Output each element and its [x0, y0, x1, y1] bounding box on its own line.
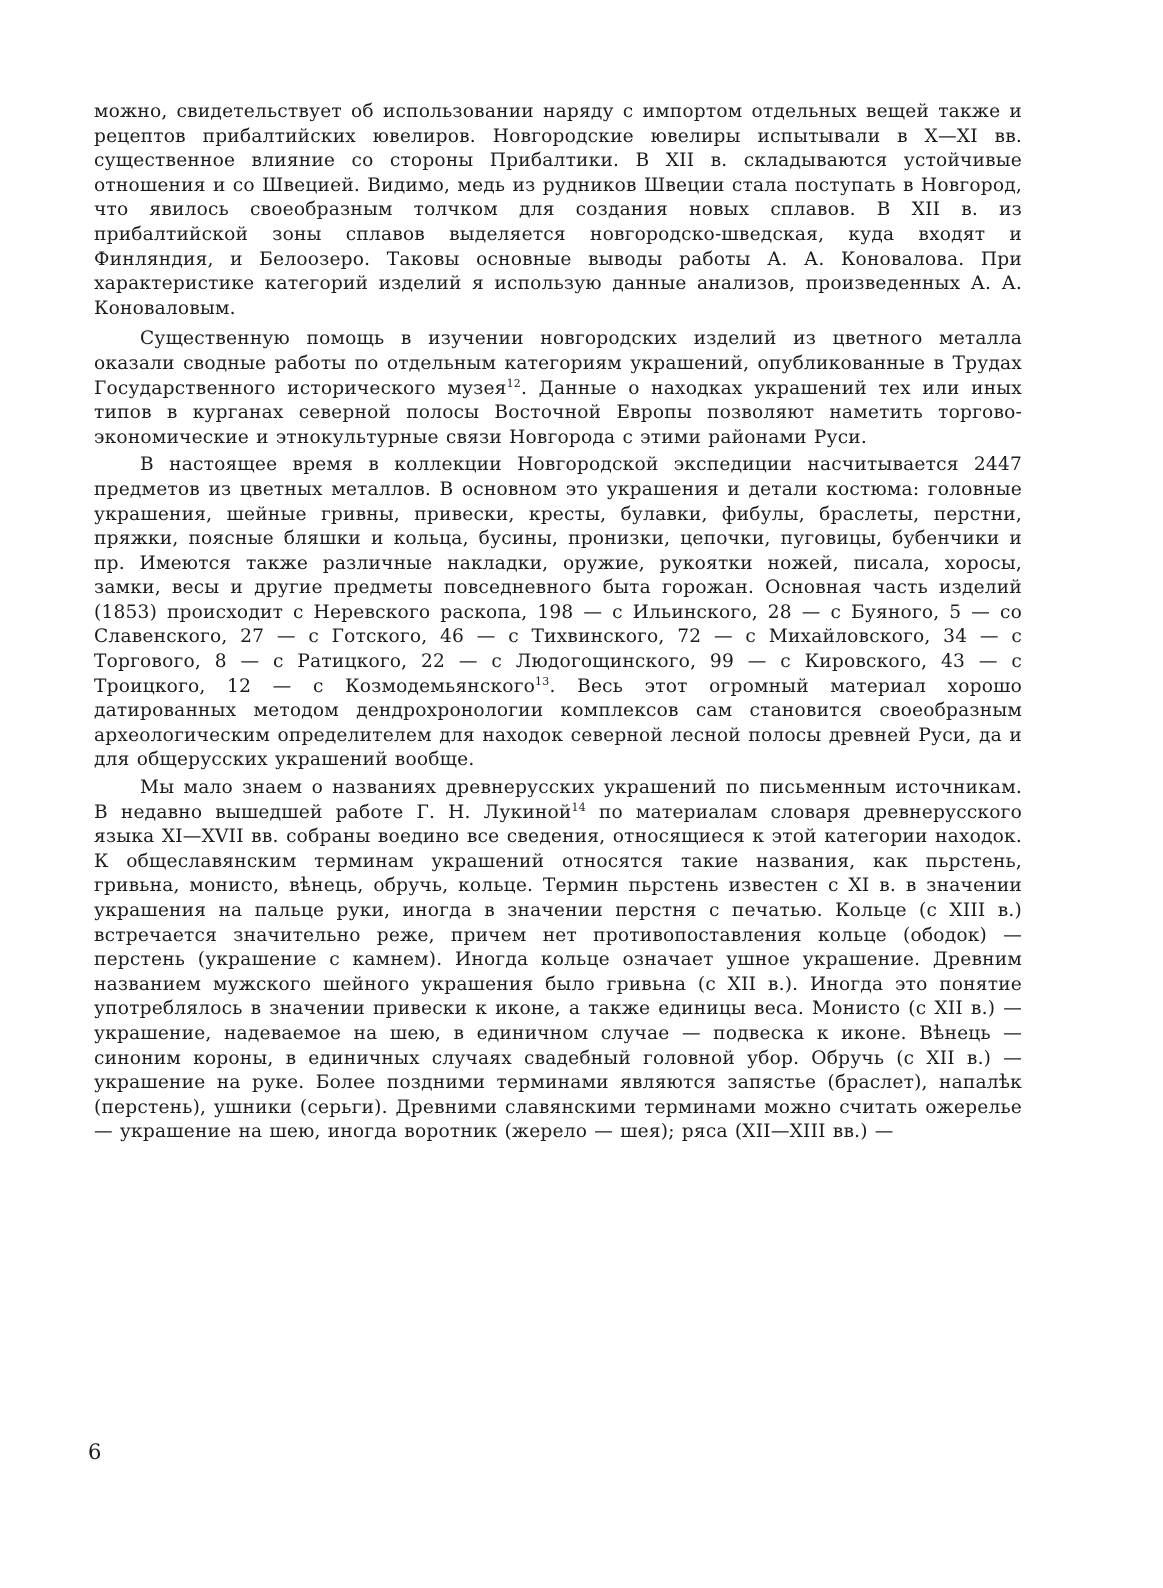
paragraph-4-text-a: Мы мало знаем о названиях древнерусских украшений по письменным источникам. В недавно вышедшей работе Г. Н. Лукиной [94, 777, 1022, 823]
page-body [94, 100, 1022, 1145]
footnote-ref-13: 13 [535, 674, 550, 688]
paragraph-2 [94, 327, 1022, 450]
paragraph-1 [94, 100, 1022, 321]
paragraph-2-text-b: . Данные о находках украшений тех или иных типов в курганах северной полосы Восточной Европы позволяют наметить торгово-экономические и этнокультурные связи Новгорода с этими районами Руси. [94, 377, 1022, 448]
paragraph-3-text-a: В настоящее время в коллекции Новгородской экспедиции насчитывается 2447 предметов из цветных металлов. В основном это украшения и детали костюма: головные украшения, шейные гривны, привески, кресты, булавки, фибулы, браслеты, перстни, пряжки, поясные бляшки и кольца, бусины, пронизки, цепочки, пуговицы, бубенчики и пр. Имеются также различные накладки, оружие, рукоятки ножей, писала, хоросы, замки, весы и другие предметы повседневного быта горожан. Основная часть изделий (1853) происходит с Неревского раскопа, 198 — с Ильинского, 28 — с Буяного, 5 — со Славенского, 27 — с Готского, 46 — с Тихвинского, 72 — с Михайловского, 34 — с Торгового, 8 — с Ратицкого, 22 — с Людогощинского, 99 — с Кировского, 43 — с Троицкого, 12 — с Козмодемьянского [94, 454, 1022, 697]
footnote-ref-14: 14 [571, 800, 586, 814]
paragraph-3 [94, 453, 1022, 773]
paragraph-2-text-a: Существенную помощь в изучении новгородских изделий из цветного металла оказали сводные работы по отдельным категориям украшений, опубликованные в Трудах Государственного исторического музея [94, 328, 1022, 399]
page-number: 6 [88, 1440, 102, 1464]
paragraph-4 [94, 776, 1022, 1145]
paragraph-4-text-b: по материалам словаря древнерусского языка XI—XVII вв. собраны воедино все сведения, относящиеся к этой категории находок. К общеславянским терминам украшений относятся такие названия, как пьрстень, гривьна, монисто, вѣнець, обручь, кольце. Термин пьрстень известен с XI в. в значении украшения на пальце руки, иногда в значении перстня с печатью. Кольце (с XIII в.) встречается значительно реже, причем нет противопоставления кольце (ободок) — перстень (украшение с камнем). Иногда кольце означает ушное украшение. Древним названием мужского шейного украшения было гривьна (с XII в.). Иногда это понятие употреблялось в значении привески к иконе, а также единицы веса. Монисто (с XII в.) — украшение, надеваемое на шею, в единичном случае — подвеска к иконе. Вѣнець — синоним короны, в единичных случаях свадебный головной убор. Обручь (с XII в.) — украшение на руке. Более поздними терминами являются запястье (браслет), напалѣк (перстень), ушники (серьги). Древними славянскими терминами можно считать ожерелье — украшение на шею, иногда воротник (жерело — шея); ряса (XII—XIII вв.) — [94, 801, 1022, 1143]
paragraph-1-text: можно, свидетельствует об использовании наряду с импортом отдельных вещей также и рецептов прибалтийских ювелиров. Новгородские ювелиры испытывали в X—XI вв. существенное влияние со стороны Прибалтики. В XII в. складываются устойчивые отношения и со Швецией. Видимо, медь из рудников Швеции стала поступать в Новгород, что явилось своеобразным толчком для создания новых сплавов. В XII в. из прибалтийской зоны сплавов выделяется новгородско-шведская, куда входят и Финляндия, и Белоозеро. Таковы основные выводы работы А. А. Коновалова. При характеристике категорий изделий я использую данные анализов, произведенных А. А. Коноваловым. [94, 101, 1022, 319]
footnote-ref-12: 12 [506, 376, 522, 390]
paragraph-3-text-b: . Весь этот огромный материал хорошо датированных методом дендрохронологии комплексов сам становится своеобразным археологическим определителем для находок северной лесной полосы древней Руси, да и для общерусских украшений вообще. [94, 675, 1022, 771]
